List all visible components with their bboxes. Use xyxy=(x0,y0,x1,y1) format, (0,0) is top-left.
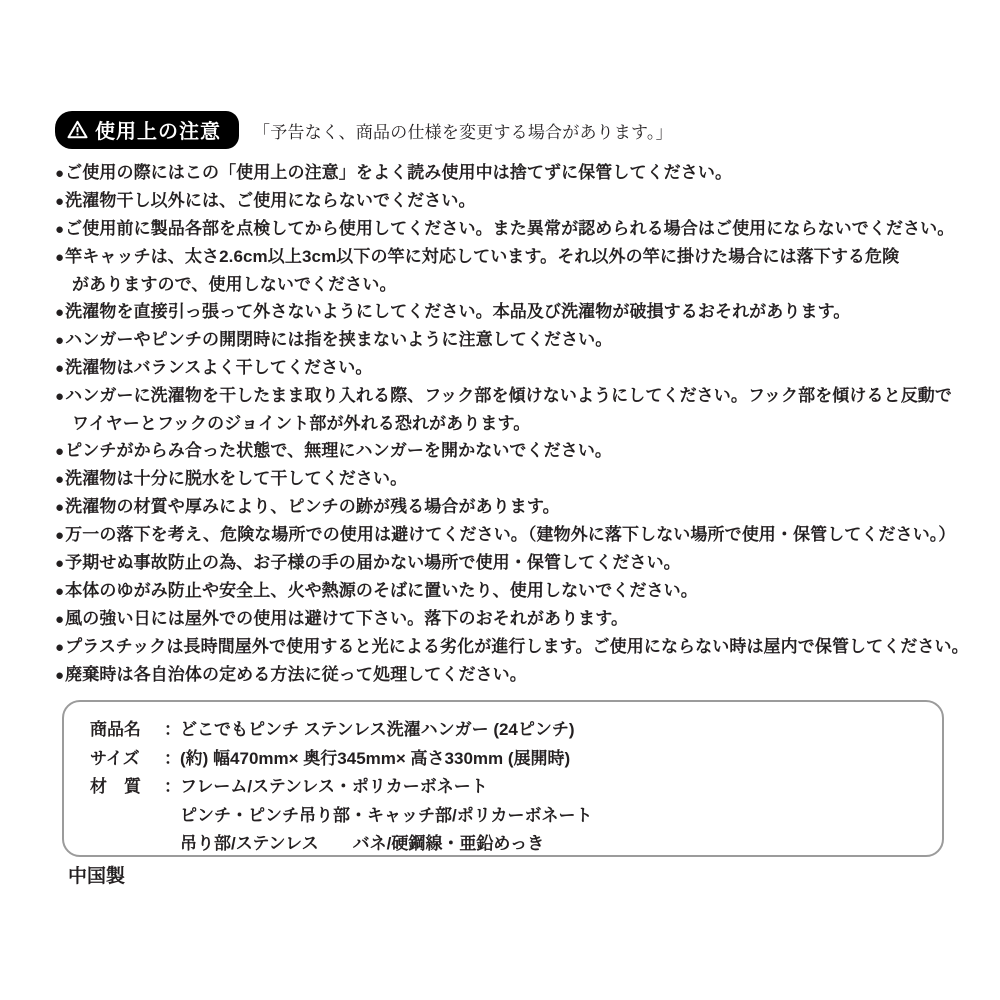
precaution-text: 予期せぬ事故防止の為、お子様の手の届かない場所で使用・保管してください。 xyxy=(65,553,681,572)
product-info-box xyxy=(62,700,944,857)
precaution-item xyxy=(55,243,982,271)
precaution-item xyxy=(55,215,982,243)
precaution-item xyxy=(55,187,982,215)
precaution-text: ハンガーに洗濯物を干したまま取り入れる際、フック部を傾けないようにしてください。フック部を傾けると反動で xyxy=(65,386,952,405)
precaution-item xyxy=(55,465,982,493)
header xyxy=(55,111,970,149)
precaution-item xyxy=(55,493,982,521)
precaution-text: 洗濯物を直接引っ張って外さないようにしてください。本品及び洗濯物が破損するおそれがあります。 xyxy=(65,302,851,321)
bullet-icon: ● xyxy=(55,332,65,349)
precaution-item xyxy=(55,577,982,605)
product-info-label: 材 質 xyxy=(90,777,141,796)
bullet-icon: ● xyxy=(55,555,65,572)
bullet-icon: ● xyxy=(55,221,65,238)
bullet-icon: ● xyxy=(55,193,65,210)
precaution-item xyxy=(55,661,982,689)
usage-caution-badge xyxy=(55,111,239,149)
product-info-label: 商品名 xyxy=(90,720,141,739)
product-info-separator xyxy=(164,802,180,831)
precaution-item xyxy=(55,549,982,577)
precaution-text: ピンチがからみ合った状態で、無理にハンガーを開かないでください。 xyxy=(65,441,613,460)
product-info-label xyxy=(90,802,164,831)
precaution-item xyxy=(55,521,982,549)
bullet-icon: ● xyxy=(55,360,65,377)
product-info-row xyxy=(90,830,924,859)
product-info-value: (約) 幅470mm× 奥行345mm× 高さ330mm (展開時) xyxy=(180,748,571,768)
precaution-item xyxy=(55,437,982,465)
precaution-item-continuation xyxy=(55,271,982,298)
product-info-value: フレーム/ステンレス・ポリカーボネート xyxy=(180,777,488,796)
bullet-icon: ● xyxy=(55,165,65,182)
product-info-row xyxy=(90,745,924,774)
precaution-text: 風の強い日には屋外での使用は避けて下さい。落下のおそれがあります。 xyxy=(65,609,629,628)
precaution-text: 洗濯物干し以外には、ご使用にならないでください。 xyxy=(65,191,476,210)
product-info-separator: ： xyxy=(164,748,181,768)
precaution-text: ワイヤーとフックのジョイント部が外れる恐れがあります。 xyxy=(72,414,531,433)
bullet-icon: ● xyxy=(55,499,65,516)
precaution-item xyxy=(55,326,982,354)
product-info-row xyxy=(90,773,924,802)
bullet-icon: ● xyxy=(55,471,65,488)
precaution-text: 万一の落下を考え、危険な場所での使用は避けてください。（建物外に落下しない場所で使用・保管してください。） xyxy=(65,525,956,544)
precaution-text: ご使用の際にはこの「使用上の注意」をよく読み使用中は捨てずに保管してください。 xyxy=(65,163,733,182)
badge-title: 使用上の注意 xyxy=(95,121,221,143)
product-info-row xyxy=(90,716,924,745)
warning-triangle-icon xyxy=(67,120,88,139)
precaution-text: ご使用前に製品各部を点検してから使用してください。また異常が認められる場合はご使用にならないでください。 xyxy=(65,219,955,238)
precaution-text: がありますので、使用しないでください。 xyxy=(72,275,397,294)
country-of-origin: 中国製 xyxy=(68,866,126,887)
precaution-text: 本体のゆがみ防止や安全上、火や熱源のそばに置いたり、使用しないでください。 xyxy=(65,581,698,600)
precaution-text: 洗濯物の材質や厚みにより、ピンチの跡が残る場合があります。 xyxy=(65,497,560,516)
precaution-item xyxy=(55,354,982,382)
precaution-text: 洗濯物はバランスよく干してください。 xyxy=(65,358,373,377)
bullet-icon: ● xyxy=(55,388,65,405)
precaution-item xyxy=(55,382,982,410)
bullet-icon: ● xyxy=(55,611,65,628)
product-info-label: サイズ xyxy=(90,748,140,768)
bullet-icon: ● xyxy=(55,583,65,600)
product-info-separator: ： xyxy=(164,777,181,796)
precaution-text: 竿キャッチは、太さ2.6cm以上3cm以下の竿に対応しています。それ以外の竿に掛けた場合には落下する危険 xyxy=(65,247,900,266)
precaution-item xyxy=(55,633,982,661)
bullet-icon: ● xyxy=(55,527,65,544)
product-info-row xyxy=(90,802,924,831)
product-info-value: 吊り部/ステンレス バネ/硬鋼線・亜鉛めっき xyxy=(180,834,545,853)
product-info-value: ピンチ・ピンチ吊り部・キャッチ部/ポリカーボネート xyxy=(180,805,593,825)
bullet-icon: ● xyxy=(55,304,65,321)
product-info-separator xyxy=(164,830,180,859)
bullet-icon: ● xyxy=(55,667,65,684)
precaution-item-continuation xyxy=(55,410,982,437)
precaution-list xyxy=(55,159,982,689)
bullet-icon: ● xyxy=(55,639,65,656)
precaution-item xyxy=(55,159,982,187)
product-info-value: どこでもピンチ ステンレス洗濯ハンガー (24ピンチ) xyxy=(180,720,575,739)
precaution-text: 洗濯物は十分に脱水をして干してください。 xyxy=(65,469,408,488)
product-info-separator: ： xyxy=(164,720,181,739)
precaution-text: ハンガーやピンチの開閉時には指を挟まないように注意してください。 xyxy=(65,330,613,349)
precaution-text: 廃棄時は各自治体の定める方法に従って処理してください。 xyxy=(65,665,527,684)
spec-change-notice: 「予告なく、商品の仕様を変更する場合があります。」 xyxy=(253,122,673,142)
bullet-icon: ● xyxy=(55,443,65,460)
precaution-text: プラスチックは長時間屋外で使用すると光による劣化が進行します。ご使用にならない時は屋内で保管してください。 xyxy=(65,637,969,656)
bullet-icon: ● xyxy=(55,249,65,266)
product-info-label xyxy=(90,830,164,859)
precaution-item xyxy=(55,298,982,326)
precaution-item xyxy=(55,605,982,633)
